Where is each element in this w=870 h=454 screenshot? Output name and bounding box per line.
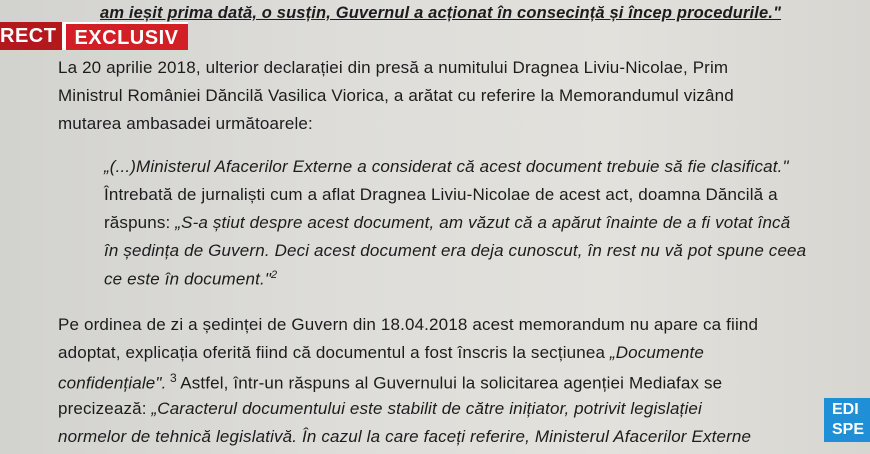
paragraph-3-line-2 bbox=[58, 343, 704, 363]
paragraph-1-line-1: La 20 aprilie 2018, ulterior declarației din presă a numitului Dragnea Liviu-Nicolae, Prim bbox=[58, 58, 729, 77]
paragraph-3-line-3-italic: confidențiale". bbox=[58, 373, 167, 393]
paragraph-3-line-4-italic: „Caracterul documentului este stabilit de către inițiator, potrivit legislației bbox=[151, 399, 702, 418]
quote-line-3-plain: răspuns: bbox=[104, 213, 176, 232]
direct-label: RECT bbox=[0, 22, 62, 50]
quote-line-4: în ședința de Guvern. Deci acest document era deja cunoscut, în rest nu vă pot spune ceea bbox=[104, 241, 807, 260]
edition-badge-line-2: SPE bbox=[832, 421, 865, 438]
top-quote-line: am ieșit prima dată, o susțin, Guvernul a acționat în consecință și încep procedurile." bbox=[100, 4, 782, 22]
paragraph-3-line-1: Pe ordinea de zi a ședinței de Guvern din 18.04.2018 acest memorandum nu apare ca fiind bbox=[58, 315, 759, 334]
exclusive-label: EXCLUSIV bbox=[66, 22, 188, 50]
footnote-2: 2 bbox=[271, 269, 278, 281]
paragraph-1-line-3: mutarea ambasadei următoarele: bbox=[58, 114, 313, 133]
paragraph-3-line-2-plain: adoptat, explicația oferită fiind că documentul a fost înscris la secțiunea bbox=[58, 343, 610, 362]
quote-line-3-italic: „S-a știut despre acest document, am văzut că a apărut înainte de a fi votat încă bbox=[175, 213, 791, 232]
quote-line-3 bbox=[104, 213, 790, 233]
paragraph-3-line-3 bbox=[58, 371, 722, 394]
paragraph-3-line-5: normelor de tehnică legislativă. În cazul la care faceți referire, Ministerul Afacerilor Externe bbox=[58, 427, 752, 446]
paragraph-1-line-2: Ministrul României Dăncilă Vasilica Viorica, a arătat cu referire la Memorandumul vizând bbox=[58, 86, 734, 105]
quote-line-2: Întrebată de jurnaliști cum a aflat Dragnea Liviu-Nicolae de acest act, doamna Dăncilă a bbox=[104, 185, 778, 204]
paragraph-3-line-2-italic: „Documente bbox=[609, 343, 705, 362]
paragraph-3-line-4 bbox=[58, 399, 702, 419]
edition-badge-line-1: EDI bbox=[832, 401, 859, 418]
quote-line-5 bbox=[104, 269, 277, 290]
edition-badge bbox=[824, 398, 870, 442]
live-exclusive-banner bbox=[0, 22, 188, 50]
quote-line-5-text: ce este în document." bbox=[104, 269, 271, 289]
quote-line-1: „(...)Ministerul Afacerilor Externe a considerat că acest document trebuie să fie clasificat." bbox=[104, 157, 789, 176]
paragraph-3-line-3-plain: Astfel, într-un răspuns al Guvernului la solicitarea agenției Mediafax se bbox=[180, 373, 723, 393]
paragraph-3-line-4-plain: precizează: bbox=[58, 399, 152, 418]
footnote-3: 3 bbox=[166, 371, 181, 385]
